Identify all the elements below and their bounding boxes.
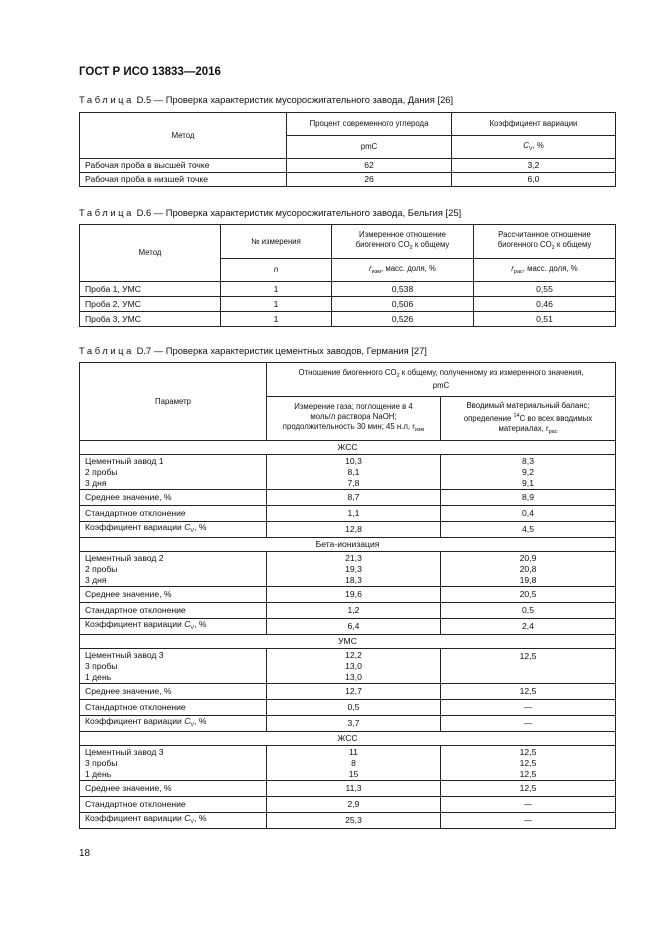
caption-prefix: Таблица xyxy=(79,94,134,105)
caption-text: D.5 — Проверка характеристик мусоросжигательного завода, Дания [26] xyxy=(136,94,454,105)
table-row: Стандартное отклонение 1,2 0,5 xyxy=(80,603,616,619)
section-row: УМС xyxy=(80,635,616,649)
section-row: ЖСС xyxy=(80,441,616,455)
unit-n: n xyxy=(221,259,332,282)
col-header-ratio-group: Отношение биогенного $CO_2$ к общему, полученному из измеренного значения, pmC xyxy=(267,363,616,397)
page-title: ГОСТ Р ИСО 13833—2016 xyxy=(79,66,221,78)
col-header-method: Метод xyxy=(80,225,221,282)
table-row: Цементный завод 2 2 пробы 3 дня 21,3 19,3 18,3 20,9 20,8 19,8 xyxy=(80,552,616,587)
table-row: Среднее значение, % 19,6 20,5 xyxy=(80,587,616,603)
col-header-balance: Вводимый материальный баланс; определение $^{14}$C во всех вводимых материалах, $r_{рас}$ xyxy=(441,397,616,441)
table-row: Цементный завод 1 2 пробы 3 дня 10,3 8,1 7,8 8,3 9,2 9,1 xyxy=(80,455,616,490)
page-number: 18 xyxy=(79,848,91,859)
col-header-cv: Коэффициент вариации xyxy=(452,113,616,136)
table-row: Коэффициент вариации $C_V$, % 12,8 4,5 xyxy=(80,522,616,538)
table-row: Среднее значение, % 8,7 8,9 xyxy=(80,490,616,506)
caption-text: D.6 — Проверка характеристик мусоросжигательного завода, Бельгия [25] xyxy=(136,207,462,218)
table-row: Проба 2, УМС 1 0,506 0,46 xyxy=(80,297,616,312)
caption-prefix: Таблица xyxy=(79,345,134,356)
unit-calculated: $r_{рас}$, масс. доля, % xyxy=(474,259,616,282)
table-row: Цементный завод 3 3 пробы 1 день 12,2 13,0 13,0 12,5 xyxy=(80,649,616,684)
table-row: Проба 3, УМС 1 0,526 0,51 xyxy=(80,312,616,327)
table-row: Рабочая проба в высшей точке 62 3,2 xyxy=(80,159,616,173)
table-d6-caption xyxy=(79,207,461,218)
table-row: Рабочая проба в низшей точке 26 6,0 xyxy=(80,173,616,187)
table-d5-caption xyxy=(79,94,453,105)
caption-prefix: Таблица xyxy=(79,207,134,218)
section-row: Бета-ионизация xyxy=(80,538,616,552)
col-header-n: № измерения xyxy=(221,225,332,259)
table-row: Стандартное отклонение 0,5 — xyxy=(80,700,616,716)
table-row: Среднее значение, % 11,3 12,5 xyxy=(80,781,616,797)
table-d5 xyxy=(79,112,616,187)
table-row: Проба 1, УМС 1 0,538 0,55 xyxy=(80,282,616,297)
table-row: Стандартное отклонение 2,9 — xyxy=(80,797,616,813)
table-row: Коэффициент вариации $C_V$, % 3,7 — xyxy=(80,716,616,732)
table-d6 xyxy=(79,224,616,327)
col-header-calculated: Рассчитанное отношение биогенного $CO_2$ к общему xyxy=(474,225,616,259)
col-header-pmc: Процент современного углерода xyxy=(287,113,452,136)
caption-text: D.7 — Проверка характеристик цементных заводов, Германия [27] xyxy=(136,345,427,356)
table-row: Стандартное отклонение 1,1 0,4 xyxy=(80,506,616,522)
table-row: Среднее значение, % 12,7 12,5 xyxy=(80,684,616,700)
col-header-gas: Измерение газа; поглощение в 4 моль/л раствора NaOH; продолжительность 30 мин; 45 н.л, $r_{изм}$ xyxy=(267,397,441,441)
table-d7-caption xyxy=(79,345,427,356)
unit-cv: $C_V$, % xyxy=(452,136,616,159)
unit-pmc: pmC xyxy=(287,136,452,159)
col-header-measured: Измеренное отношение биогенного $CO_2$ к общему xyxy=(332,225,474,259)
table-d7 xyxy=(79,362,616,829)
table-row: Коэффициент вариации $C_V$, % 6,4 2,4 xyxy=(80,619,616,635)
col-header-method: Метод xyxy=(80,113,287,159)
table-row: Цементный завод 3 3 пробы 1 день 11 8 15 12,5 12,5 12,5 xyxy=(80,746,616,781)
table-row: Коэффициент вариации $C_V$, % 25,3 — xyxy=(80,813,616,829)
section-row: ЖСС xyxy=(80,732,616,746)
col-header-parameter: Параметр xyxy=(80,363,267,441)
unit-measured: $r_{изм}$, масс. доля, % xyxy=(332,259,474,282)
